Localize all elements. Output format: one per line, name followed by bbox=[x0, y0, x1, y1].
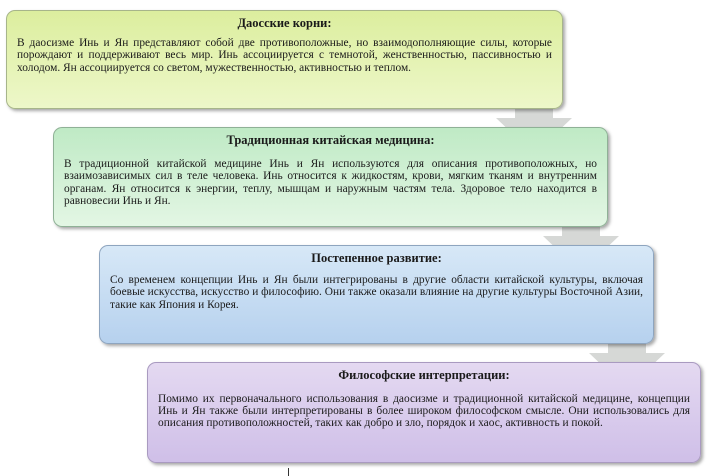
step-title: Философские интерпретации: bbox=[338, 368, 510, 382]
step-title: Даосские корни: bbox=[237, 16, 332, 30]
step-text: Со временем концепции Инь и Ян были интегрированы в другие области китайской культуры, включая боевые искусства, искусство и философию. Они также оказали влияние на другие культуры Восточной Азии, такие как Япония и Корея. bbox=[110, 274, 643, 311]
step-box-taoist-roots bbox=[6, 10, 563, 109]
text-cursor-mark bbox=[288, 468, 289, 476]
step-text: В даосизме Инь и Ян представляют собой две противоположные, но взаимодополняющие силы, которые порождают и поддерживают весь мир. Инь ассоциируется с темнотой, женственностью, пассивностью и холодом. Ян ассоциируется со светом, мужественностью, активностью и теплом. bbox=[17, 37, 552, 74]
step-text: В традиционной китайской медицине Инь и Ян используются для описания противоположных, но взаимозависимых сил в теле человека. Инь относится к жидкостям, крови, мягким тканям и внутренним органам. Ян относится к энергии, теплу, мышцам и наружным частям тела. Здоровое тело находится в равновесии Инь и Ян. bbox=[64, 158, 597, 208]
step-title: Традиционная китайская медицина: bbox=[226, 133, 435, 147]
step-title: Постепенное развитие: bbox=[311, 251, 442, 265]
step-box-gradual-development bbox=[99, 245, 654, 344]
step-text: Помимо их первоначального использования в даосизме и традиционной китайской медицине, концепции Инь и Ян также были интерпретированы в более широком философском смысле. Они использовались для описания противоположностей, таких как добро и зло, порядок и хаос, активность и покой. bbox=[158, 393, 690, 430]
step-box-philosophical-interpretations bbox=[147, 362, 701, 463]
step-box-chinese-medicine bbox=[53, 127, 608, 227]
